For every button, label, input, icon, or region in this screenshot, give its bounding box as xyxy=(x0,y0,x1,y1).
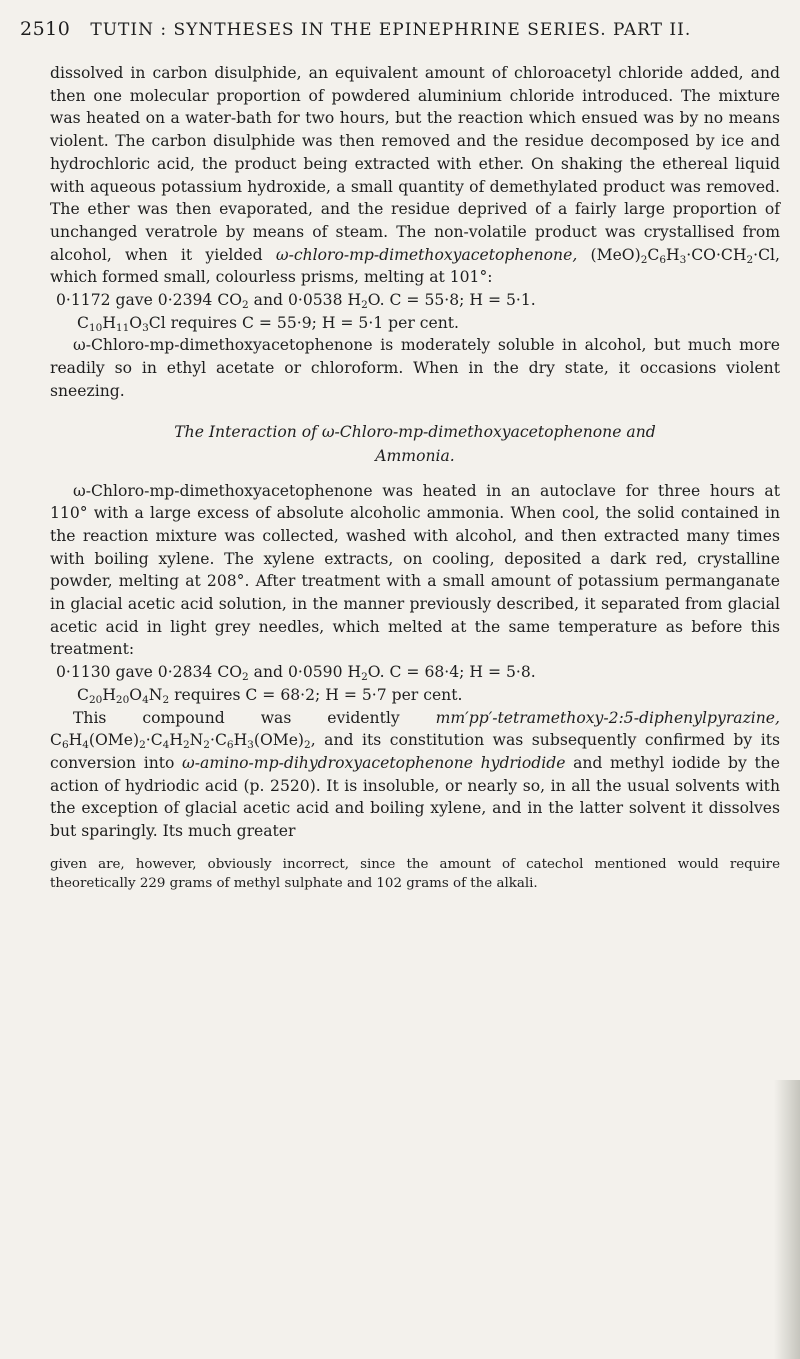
analysis-required-2: $C_{20}H_{20}O_4N_2$ requires C = 68·2; H = 5·7 per cent. xyxy=(77,685,463,706)
paragraph-properties: ω-Chloro-mp-dimethoxyacetophenone is moderately soluble in alcohol, but much more readily so in ethyl acetate or chloroform. When in the dry state, it occasions violent sneezing. xyxy=(50,336,780,400)
running-title: TUTIN : SYNTHESES IN THE EPINEPHRINE SERIES. PART II. xyxy=(90,20,692,40)
footnote: given are, however, obviously incorrect, since the amount of catechol mentioned would require theoretically 229 grams of methyl sulphate and 102 grams of the alkali. xyxy=(50,856,780,891)
analysis-found-2: 0·1130 gave 0·2834 $CO_2$ and 0·0590 $H_2O$. C = 68·4; H = 5·8. xyxy=(56,663,536,684)
hydriodide-name: ω-amino-mp-dihydroxyacetophenone hydriodide xyxy=(182,753,566,772)
paragraph-pyrazine: This compound was evidently mm′pp′-tetramethoxy-2:5-diphenylpyrazine, $C_6H_4(OMe)_2\cdot C_4H_2N_2\cdot C_6H_3(OMe)_2$, and its constitution was subsequently confirmed by its conversion into ω-amino-mp-dihydroxyacetophenone hydriodide and methyl iodide by the action of hydriodic acid (p. 2520). It is insoluble, or nearly so, in all the usual solvents with the exception of glacial acetic acid and boiling xylene, and in the latter solvent it dissolves but sparingly. Its much greater xyxy=(50,708,780,841)
pyrazine-name: mm′pp′-tetramethoxy-2:5-diphenylpyrazine, xyxy=(435,708,780,727)
paragraph-preparation: dissolved in carbon disulphide, an equivalent amount of chloroacetyl chloride added, and then one molecular proportion of powdered aluminium chloride introduced. The mixture was heated on a water-bath for two hours, but the reaction which ensued was by no means violent. The carbon disulphide was then removed and the residue decomposed by ice and hydrochloric acid, the product being extracted with ether. On shaking the ethereal liquid with aqueous potassium hydroxide, a small quantity of demethylated product was removed. The ether was then evaporated, and the residue deprived of a fairly large proportion of unchanged veratrole by means of steam. The non-volatile product was crystallised from alcohol, when it yielded ω-chloro-mp-dimethoxyacetophenone, $(MeO)_2C_6H_3\cdot CO\cdot CH_2\cdot Cl$, which formed small, colourless prisms, melting at 101°: xyxy=(50,64,780,287)
page-number: 2510 xyxy=(20,18,71,40)
section-heading: The Interaction of ω-Chloro-mp-dimethoxyacetophenone and Ammonia. xyxy=(174,422,656,465)
analysis-required-1: $C_{10}H_{11}O_3Cl$ requires C = 55·9; H = 5·1 per cent. xyxy=(77,313,460,334)
page-edge-shadow xyxy=(774,1080,800,1359)
compound-formula: $(MeO)_2C_6H_3\cdot CO\cdot CH_2\cdot Cl$, xyxy=(590,245,780,266)
analysis-found-1: 0·1172 gave 0·2394 $CO_2$ and 0·0538 $H_2O$. C = 55·8; H = 5·1. xyxy=(56,291,536,312)
compound-name: ω-chloro-mp-dimethoxyacetophenone, xyxy=(275,245,578,264)
pyrazine-formula: $C_6H_4(OMe)_2\cdot C_4H_2N_2\cdot C_6H_3(OMe)_2$, xyxy=(50,731,316,752)
article-body xyxy=(50,62,780,893)
running-header xyxy=(20,18,780,40)
paragraph-ammonia-reaction: ω-Chloro-mp-dimethoxyacetophenone was heated in an autoclave for three hours at 110° with a large excess of absolute alcoholic ammonia. When cool, the solid contained in the reaction mixture was collected, washed with alcohol, and then extracted many times with boiling xylene. The xylene extracts, on cooling, deposited a dark red, crystalline powder, melting at 208°. After treatment with a small amount of potassium permanganate in glacial acetic acid solution, in the manner previously described, it separated from glacial acetic acid in light grey needles, which melted at the same temperature as before this treatment: xyxy=(50,481,780,659)
